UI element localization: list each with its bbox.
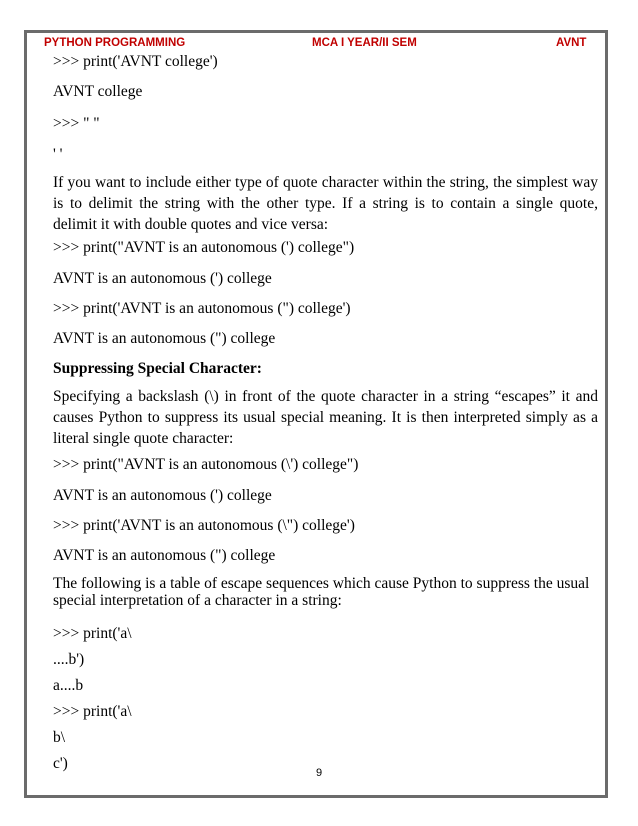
output-line: a....b <box>53 677 84 694</box>
header-course-title: PYTHON PROGRAMMING <box>44 37 186 49</box>
code-line: >>> print('AVNT is an autonomous (") college') <box>53 300 351 317</box>
code-line: c') <box>53 755 68 772</box>
output-line: AVNT is an autonomous (') college <box>53 487 272 504</box>
header-semester: MCA I YEAR/II SEM <box>312 37 417 49</box>
code-line: >>> print('a\ <box>53 625 132 642</box>
code-line: ....b') <box>53 651 85 668</box>
code-line: >>> print('AVNT is an autonomous (\") college') <box>53 517 355 534</box>
code-line: >>> print('AVNT college') <box>53 53 218 70</box>
code-line: >>> print('a\ <box>53 703 132 720</box>
code-line: >>> print("AVNT is an autonomous (\') college") <box>53 456 359 473</box>
code-line: >>> " " <box>53 115 100 132</box>
output-line: ' ' <box>53 146 63 163</box>
section-heading: Suppressing Special Character: <box>53 360 262 377</box>
output-line: AVNT is an autonomous (') college <box>53 270 272 287</box>
paragraph: If you want to include either type of quote character within the string, the simplest way is to delimit the string with the other type. If a string is to contain a single quote, delimit it with double quotes and vice versa: <box>53 174 598 233</box>
paragraph: Specifying a backslash (\) in front of the quote character in a string “escapes” it and causes Python to suppress its usual special meaning. It is then interpreted simply as a literal single quote character: <box>53 388 598 447</box>
header-institution: AVNT <box>556 37 587 49</box>
output-line: AVNT is an autonomous (") college <box>53 330 276 347</box>
paragraph: The following is a table of escape sequences which cause Python to suppress the usual special interpretation of a character in a string: <box>53 575 590 609</box>
output-line: AVNT is an autonomous (") college <box>53 547 276 564</box>
page-number: 9 <box>315 767 323 779</box>
page-header <box>0 37 638 53</box>
output-line: AVNT college <box>53 83 143 100</box>
code-line: b\ <box>53 729 66 746</box>
code-line: >>> print("AVNT is an autonomous (') college") <box>53 239 355 256</box>
